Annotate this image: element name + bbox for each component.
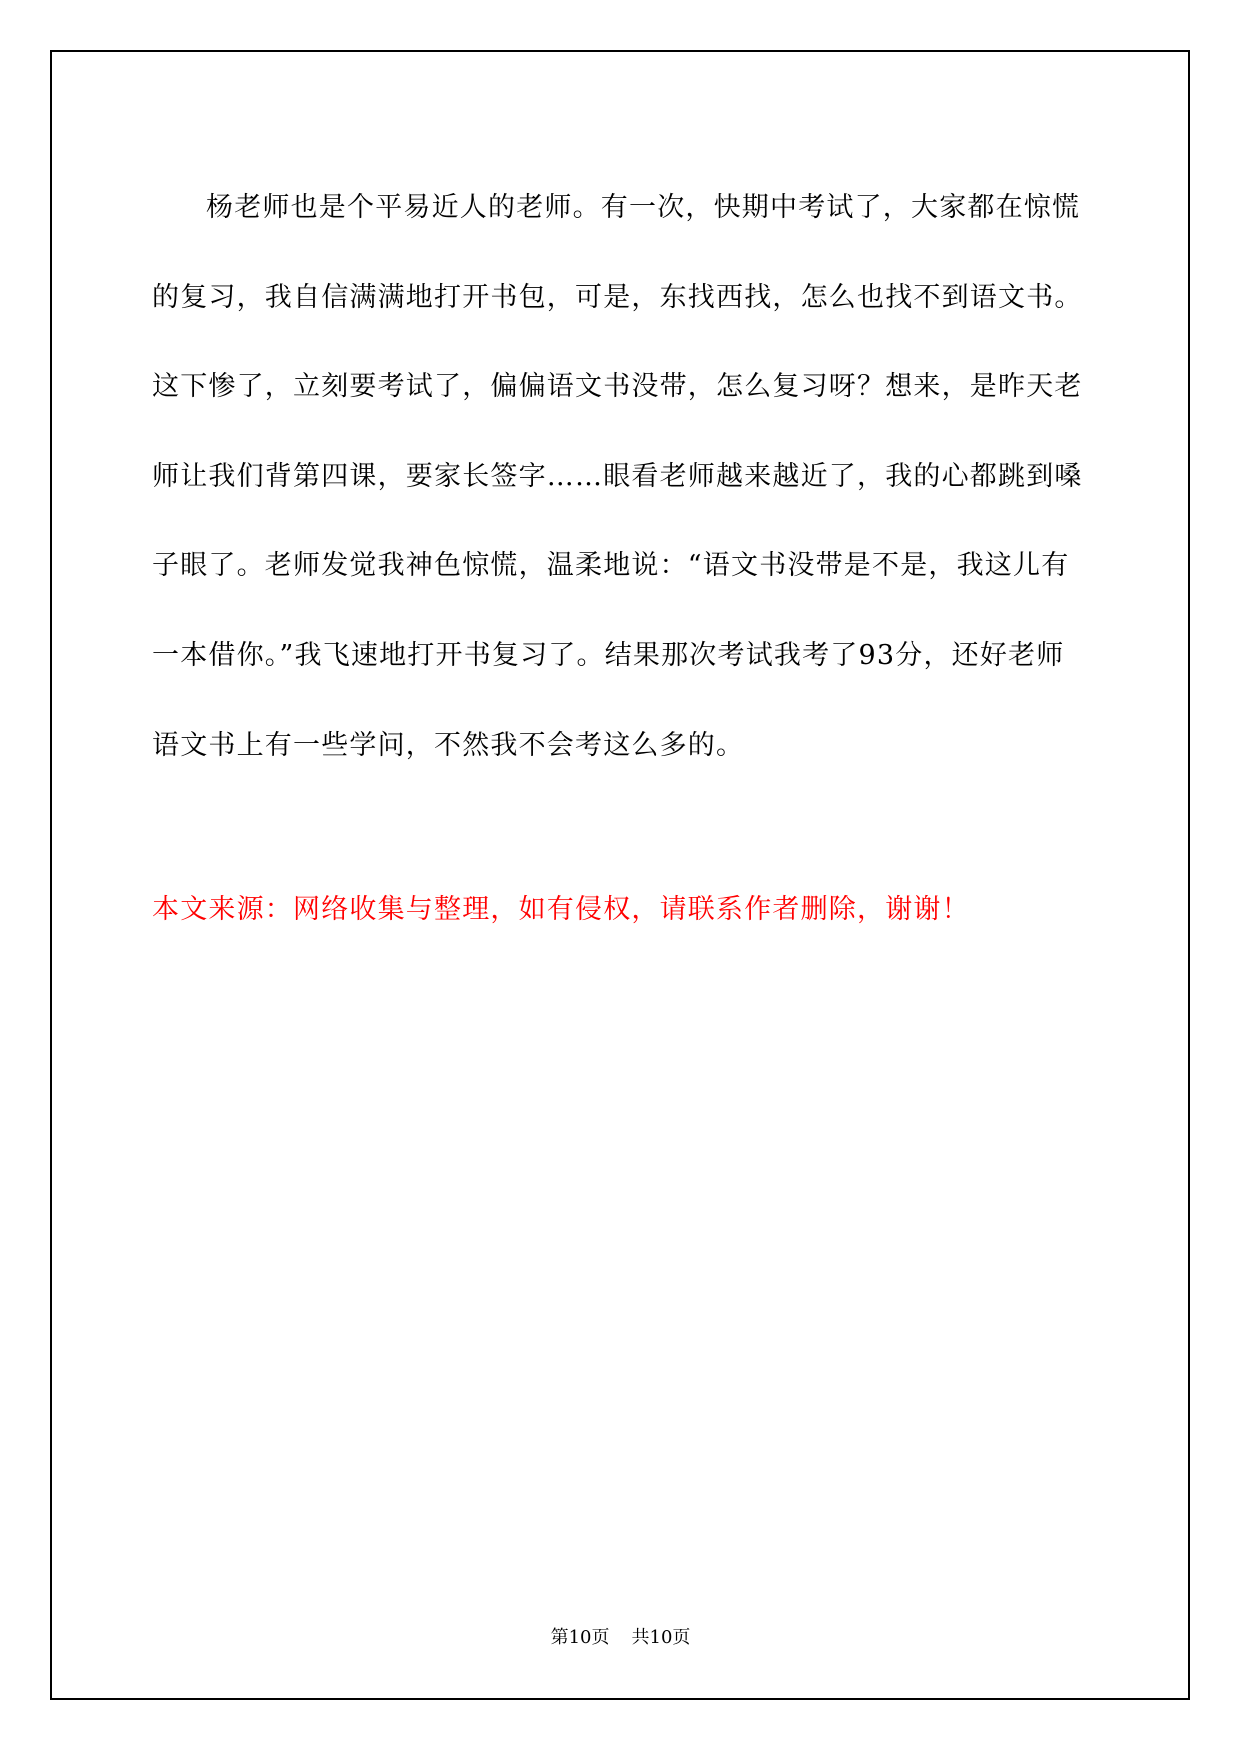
current-page-label: 第10页 [550, 1627, 610, 1648]
total-pages-label: 共10页 [631, 1627, 691, 1648]
source-note: 本文来源：网络收集与整理，如有侵权，请联系作者删除，谢谢！ [152, 894, 970, 925]
paragraph: 杨老师也是个平易近人的老师。有一次，快期中考试了，大家都在惊慌的复习，我自信满满地打开书包，可是，东找西找，怎么也找不到语文书。这下惨了，立刻要考试了，偏偏语文书没带，怎么复习呀？想来，是昨天老师让我们背第四课，要家长签字……眼看老师越来越近了，我的心都跳到嗓子眼了。老师发觉我神色惊慌，温柔地说：“语文书没带是不是，我这儿有一本借你。”我飞速地打开书复习了。结果那次考试我考了93分，还好老师语文书上有一些学问，不然我不会考这么多的。 [152, 192, 1083, 761]
body-text [152, 163, 1092, 790]
page-footer [0, 1623, 1241, 1653]
